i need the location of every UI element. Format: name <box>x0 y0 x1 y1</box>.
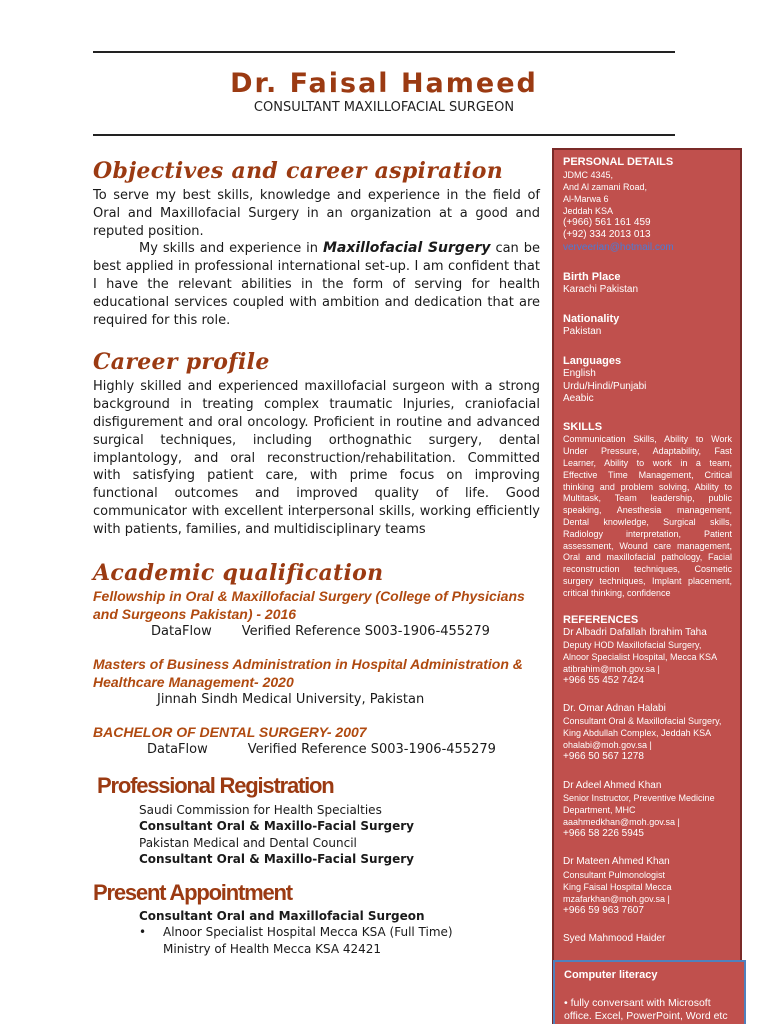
qualification-bds: BACHELOR OF DENTAL SURGERY- 2007 <box>93 723 367 740</box>
reference-email: ohalabi@moh.gov.sa | <box>563 740 652 751</box>
sidebar-panel <box>552 148 742 1024</box>
objectives-heading: Objectives and career aspiration <box>93 158 504 184</box>
references-heading: REFERENCES <box>563 613 639 626</box>
phone-number: (+966) 561 161 459 <box>563 217 651 228</box>
reference-name: Syed Mahmood Haider <box>563 932 666 944</box>
nationality-value: Pakistan <box>563 326 602 338</box>
skills-heading: SKILLS <box>563 421 603 434</box>
reference-email: mzafarkhan@moh.gov.sa | <box>563 893 670 904</box>
career-paragraph: Highly skilled and experienced maxillofacial surgeon with a strong background in treating complex traumatic Injuries, craniofacial disfigurement and oral oncology. Proficient in routine and advanced surgical techniques, including orthognathic surgery, dental implantology, and oral reconstruction/rehabilitation. Committed with satisfying patient care, with prime focus on improving functional outcomes and improved quality of life. Good communicator with excellent interpersonal skills, working efficiently with patients, families, and multidisciplinary teams <box>93 379 540 537</box>
reference-name: Dr Adeel Ahmed Khan <box>563 779 662 791</box>
reference-phone: +966 55 452 7424 <box>563 674 644 686</box>
qualification-mba-institution: Jinnah Sindh Medical University, Pakistan <box>157 691 425 707</box>
verification-provider: DataFlow <box>147 741 208 757</box>
reference-detail: Deputy HOD Maxillofacial Surgery, <box>563 639 702 650</box>
appointment-ministry: Ministry of Health Mecca KSA 42421 <box>163 942 382 957</box>
verification-provider: DataFlow <box>151 623 212 639</box>
address-line: JDMC 4345, <box>563 170 614 180</box>
reference-phone: +966 59 963 7607 <box>563 904 644 916</box>
reference-name: Dr. Omar Adnan Halabi <box>563 703 666 715</box>
objectives-paragraph-2 <box>93 240 540 329</box>
reference-detail: King Abdullah Complex, Jeddah KSA <box>563 728 712 739</box>
objectives-p2-highlight: Maxillofacial Surgery <box>322 240 491 257</box>
career-heading: Career profile <box>93 349 270 376</box>
email-link[interactable]: verveerian@hotmail.com <box>563 241 674 253</box>
reference-name: Dr Mateen Ahmed Khan <box>563 856 670 868</box>
address-line: And Al zamani Road, <box>563 182 648 192</box>
reference-email: aaahmedkhan@moh.gov.sa | <box>563 817 680 828</box>
candidate-name: Dr. Faisal Hameed <box>230 68 538 99</box>
qualification-fellowship-verification <box>93 623 540 641</box>
appointment-role: Consultant Oral and Maxillofacial Surgeon <box>139 908 425 923</box>
language-item: Urdu/Hindi/Punjabi <box>563 380 647 392</box>
birth-place-value: Karachi Pakistan <box>563 283 639 295</box>
reference-name: Dr Albadri Dafallah Ibrahim Taha <box>563 626 707 638</box>
nationality-heading: Nationality <box>563 313 620 326</box>
registration-line-1: Saudi Commission for Health Specialties <box>139 802 382 817</box>
objectives-p2-start: My skills and experience in <box>139 241 323 257</box>
appointment-place <box>93 924 540 941</box>
computer-literacy-box <box>553 960 746 1024</box>
phone-number: (+92) 334 2013 013 <box>563 229 651 241</box>
address-line: Jeddah KSA <box>563 206 614 216</box>
candidate-title: CONSULTANT MAXILLOFACIAL SURGEON <box>253 100 515 115</box>
reference-email: atibrahim@moh.gov.sa | <box>563 663 660 674</box>
registration-line-4: Consultant Oral & Maxillo-Facial Surgery <box>139 852 414 867</box>
reference-phone: +966 50 567 1278 <box>563 751 644 763</box>
qualification-fellowship: Fellowship in Oral & Maxillofacial Surgery (College of Physicians and Surgeons Pakistan) - 2016 <box>93 587 525 622</box>
bullet-icon: • <box>139 925 147 940</box>
computer-literacy-heading: Computer literacy <box>564 969 658 981</box>
top-rule <box>93 51 675 53</box>
birth-place-heading: Birth Place <box>563 270 621 283</box>
reference-detail: Senior Instructor, Preventive Medicine <box>563 793 715 804</box>
academic-heading: Academic qualification <box>93 559 384 586</box>
qualification-mba: Masters of Business Administration in Hospital Administration & Healthcare Management- 2020 <box>93 655 523 690</box>
appointment-place-text: Alnoor Specialist Hospital Mecca KSA (Full Time) <box>163 925 453 940</box>
verification-reference: Verified Reference S003-1906-455279 <box>241 623 490 639</box>
verification-reference: Verified Reference S003-1906-455279 <box>247 741 496 757</box>
skills-text: Communication Skills, Ability to Work Under Pressure, Adaptability, Fast Learner, Ability to work in a team, Effective Time Management, Critical thinking and problem solving, Ability to Multitask, Team leadership, public speaking, Anesthesia management, Dental knowledge, Surgical skills, Radiology interpretation, Patient assessment, Wound care management, Oral and maxillofacial pathology, Facial reconstruction techniques, Cosmetic surgery techniques, Implant placement, critical thinking, confidence <box>563 434 732 598</box>
reference-detail: Consultant Pulmonologist <box>563 869 666 880</box>
objectives-paragraph-1: To serve my best skills, knowledge and experience in the field of Oral and Maxillofacial Surgery in an organization at a good and reputed position. <box>93 188 540 239</box>
registration-heading: Professional Registration <box>97 772 334 798</box>
reference-phone: +966 58 226 5945 <box>563 828 644 840</box>
language-item: Aeabic <box>563 393 594 405</box>
reference-detail: King Faisal Hospital Mecca <box>563 881 672 892</box>
main-column <box>93 158 540 958</box>
computer-literacy-item: • fully conversant with Microsoft office. Excel, PowerPoint, Word etc <box>564 997 728 1022</box>
header-bottom-rule <box>93 134 675 136</box>
qualification-bds-verification <box>93 741 540 759</box>
reference-detail: Consultant Oral & Maxillofacial Surgery, <box>563 716 722 727</box>
reference-detail: Alnoor Specialist Hospital, Mecca KSA <box>563 651 718 662</box>
personal-details-heading: PERSONAL DETAILS <box>563 156 674 168</box>
objectives-p2-end: can be best applied in professional international set-up. I am confident that I have the relevant abilities in the form of serving for health educational services coupled with ambition and dedication that are required for this role. <box>93 241 541 328</box>
language-item: English <box>563 368 596 380</box>
registration-line-3: Pakistan Medical and Dental Council <box>139 835 357 850</box>
languages-heading: Languages <box>563 355 622 368</box>
address-line: Al-Marwa 6 <box>563 194 609 204</box>
appointment-heading: Present Appointment <box>93 879 292 905</box>
registration-line-2: Consultant Oral & Maxillo-Facial Surgery <box>139 819 414 834</box>
reference-detail: Department, MHC <box>563 805 636 816</box>
